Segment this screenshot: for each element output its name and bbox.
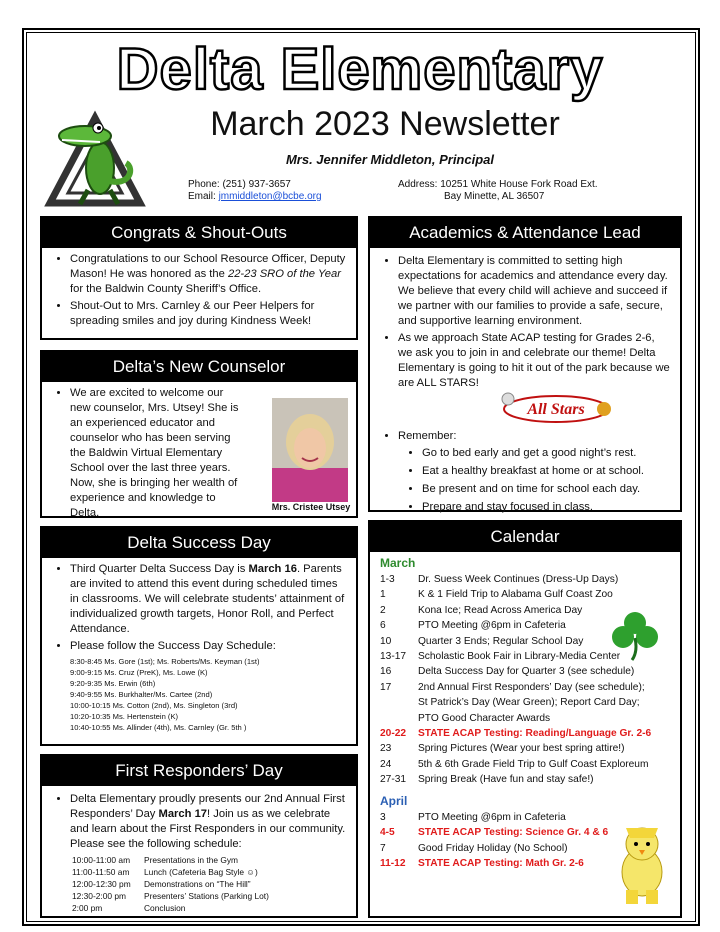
congrats-title: Congrats & Shout-Outs [42, 218, 356, 248]
congrats-item-1: • Congratulations to our School Resource Officer, Deputy Mason! He was honored as the 22-23 SRO of the Year for the Baldwin County Sheriff’s Office. [70, 252, 348, 297]
counselor-title: Delta’s New Counselor [42, 352, 356, 382]
responders-schedule-row [72, 866, 356, 878]
gator-mascot-icon [40, 108, 150, 208]
responders-time: 10:00-11:00 am [72, 855, 131, 865]
shamrock-icon [610, 610, 660, 662]
counselor-caption: Mrs. Cristee Utsey [271, 502, 351, 512]
academics-item-1: • Delta Elementary is committed to setting high expectations for academics and attendance every day. We believe that every child will achieve and succeed if we partner with our families to provide a safe, secure, and supportive learning environment. [398, 254, 672, 329]
success-title: Delta Success Day [42, 528, 356, 558]
calendar-event: PTO Good Character Awards [418, 712, 551, 724]
phone: Phone: (251) 937-3657 [188, 179, 291, 190]
calendar-row [370, 741, 680, 756]
calendar-date: 6 [380, 620, 386, 632]
responders-schedule-row [72, 890, 356, 902]
responders-time: 12:00-12:30 pm [72, 879, 131, 889]
academics-item-2: • As we approach State ACAP testing for Grades 2-6, we ask you to join in and celebrate our theme! Delta Elementary is going to hit it out of the park because we are ALL STARS! [398, 331, 672, 391]
responders-event: Conclusion [144, 903, 186, 913]
calendar-event: Scholastic Book Fair in Library-Media Center [418, 651, 621, 663]
calendar-event: St Patrick’s Day (Wear Green); Report Card Day; [418, 697, 640, 709]
calendar-event: Quarter 3 Ends; Regular School Day [418, 635, 584, 647]
calendar-row [370, 711, 680, 726]
success-schedule-row: 9:20-9:35 Ms. Erwin (6th) [70, 679, 156, 688]
calendar-date: 3 [380, 811, 386, 823]
calendar-date: 1-3 [380, 574, 395, 585]
calendar-title: Calendar [370, 522, 680, 552]
email-line [188, 191, 322, 203]
email-link[interactable]: jmmiddleton@bcbe.org [218, 191, 322, 202]
counselor-photo [272, 398, 348, 502]
contact-address [398, 179, 598, 203]
success-schedule-row: 10:40-10:55 Ms. Allinder (4th), Ms. Carnley (Gr. 5th ) [70, 723, 247, 732]
contact-phone-email [188, 179, 322, 203]
responders-time: 2:00 pm [72, 903, 103, 913]
calendar-date: 24 [380, 758, 392, 770]
calendar-event: 5th & 6th Grade Field Trip to Gulf Coast Exploreum [418, 758, 649, 770]
congrats-item-2: • Shout-Out to Mrs. Carnley & our Peer Helpers for spreading smiles and joy during Kindness Week! [70, 299, 348, 329]
calendar-row [370, 587, 680, 602]
calendar-event: 2nd Annual First Responders’ Day (see schedule); [418, 681, 645, 693]
calendar-event: Dr. Suess Week Continues (Dress-Up Days) [418, 574, 619, 585]
address-line-2: Bay Minette, AL 36507 [444, 191, 545, 202]
academics-section [368, 216, 682, 512]
calendar-date: 13-17 [380, 651, 407, 663]
calendar-row [370, 726, 680, 741]
address-line-1: Address: 10251 White House Fork Road Ext. [398, 179, 598, 190]
calendar-date: 16 [380, 666, 392, 678]
counselor-text: • We are excited to welcome our new counselor, Mrs. Utsey! She is an experienced educator and counselor who has been serving the Baldwin Virtual Elementary School over the last three years. Now, she is bringing her wealth of experience and knowledge to Delta. [70, 386, 246, 521]
tip-item: • Be present and on time for school each day. [422, 482, 672, 497]
newsletter-title: March 2023 Newsletter [210, 105, 560, 143]
calendar-event: Good Friday Holiday (No School) [418, 842, 568, 854]
calendar-event: PTO Meeting @6pm in Cafeteria [418, 811, 566, 823]
responders-text: • Delta Elementary proudly presents our 2nd Annual First Responders’ Day March 17! Join us as we celebrate and learn about the First Responders in our community. Please see the following schedule: [70, 792, 348, 852]
april-heading: April [380, 793, 408, 808]
principal-name: Mrs. Jennifer Middleton, Principal [285, 152, 495, 167]
responders-event: Lunch (Cafeteria Bag Style ☺) [144, 867, 258, 877]
march-heading: March [380, 556, 416, 570]
responders-section [40, 754, 358, 918]
email-label: Email: [188, 191, 219, 202]
calendar-row [370, 695, 680, 710]
success-schedule-row: 9:40-9:55 Ms. Burkhalter/Ms. Cartee (2nd) [70, 690, 213, 699]
responders-schedule-row [72, 878, 356, 890]
calendar-date: 27-31 [380, 774, 407, 786]
calendar-date: 20-22 [380, 728, 407, 740]
school-title: Delta Elementary [116, 37, 604, 102]
all-stars-logo [496, 389, 616, 425]
tip-item: • Eat a healthy breakfast at home or at school. [422, 464, 672, 479]
responders-schedule-row [72, 902, 356, 914]
success-schedule [42, 656, 356, 733]
calendar-date [380, 711, 418, 726]
responders-time: 12:30-2:00 pm [72, 891, 127, 901]
calendar-row [370, 664, 680, 679]
success-schedule-row: 9:00-9:15 Ms. Cruz (PreK), Ms. Lowe (K) [70, 668, 208, 677]
calendar-event: PTO Meeting @6pm in Cafeteria [418, 620, 566, 632]
calendar-event: Spring Break (Have fun and stay safe!) [418, 774, 594, 786]
tip-item: • Prepare and stay focused in class. [422, 500, 672, 515]
responders-event: Presenters’ Stations (Parking Lot) [144, 891, 269, 901]
calendar-event: Spring Pictures (Wear your best spring attire!) [418, 743, 625, 755]
tip-item: • Go to bed early and get a good night’s rest. [422, 446, 672, 461]
calendar-row [370, 772, 680, 787]
responders-schedule [42, 854, 356, 914]
counselor-section [40, 350, 358, 518]
calendar-date: 10 [380, 635, 392, 647]
calendar-event: Kona Ice; Read Across America Day [418, 604, 583, 616]
calendar-event: STATE ACAP Testing: Reading/Language Gr. 2-6 [418, 728, 652, 740]
responders-schedule-row [72, 854, 356, 866]
congrats-section [40, 216, 358, 340]
success-item-1: • Third Quarter Delta Success Day is March 16. Parents are invited to attend this event during scheduled times in classrooms. We will celebrate students’ attainment of individualized growth targets, Honor Roll, and Perfect Attendance. [70, 562, 348, 637]
success-schedule-row: 10:20-10:35 Ms. Hertenstein (K) [70, 712, 179, 721]
calendar-row [370, 757, 680, 772]
calendar-date: 23 [380, 743, 392, 755]
calendar-event: STATE ACAP Testing: Math Gr. 2-6 [418, 857, 584, 869]
calendar-event: Delta Success Day for Quarter 3 (see schedule) [418, 666, 635, 678]
calendar-date: 11-12 [380, 857, 406, 869]
calendar-row [370, 572, 680, 587]
responders-time: 11:00-11:50 am [72, 867, 130, 877]
calendar-date: 17 [380, 681, 392, 693]
calendar-date: 7 [380, 842, 386, 854]
calendar-event: K & 1 Field Trip to Alabama Gulf Coast Zoo [418, 589, 613, 601]
academics-title: Academics & Attendance Lead [370, 218, 680, 248]
calendar-date [380, 695, 418, 710]
success-day-section [40, 526, 358, 746]
calendar-section [368, 520, 682, 918]
all-stars-logo-text: All Stars [527, 401, 585, 418]
calendar-date: 1 [380, 589, 386, 601]
calendar-event: STATE ACAP Testing: Science Gr. 4 & 6 [418, 827, 609, 839]
responders-event: Demonstrations on “The Hill” [144, 879, 251, 889]
chick-icon [614, 820, 670, 906]
remember-label: • Remember: [398, 429, 672, 444]
success-item-2: • Please follow the Success Day Schedule: [70, 639, 348, 654]
calendar-date: 4-5 [380, 827, 395, 839]
calendar-row [370, 680, 680, 695]
responders-event: Presentations in the Gym [144, 855, 239, 865]
success-schedule-row: 10:00-10:15 Ms. Cotton (2nd), Ms. Singleton (3rd) [70, 701, 238, 710]
march-events [370, 572, 680, 788]
success-schedule-row: 8:30-8:45 Ms. Gore (1st); Ms. Roberts/Ms. Keyman (1st) [70, 657, 260, 666]
responders-title: First Responders’ Day [42, 756, 356, 786]
calendar-date: 2 [380, 604, 386, 616]
